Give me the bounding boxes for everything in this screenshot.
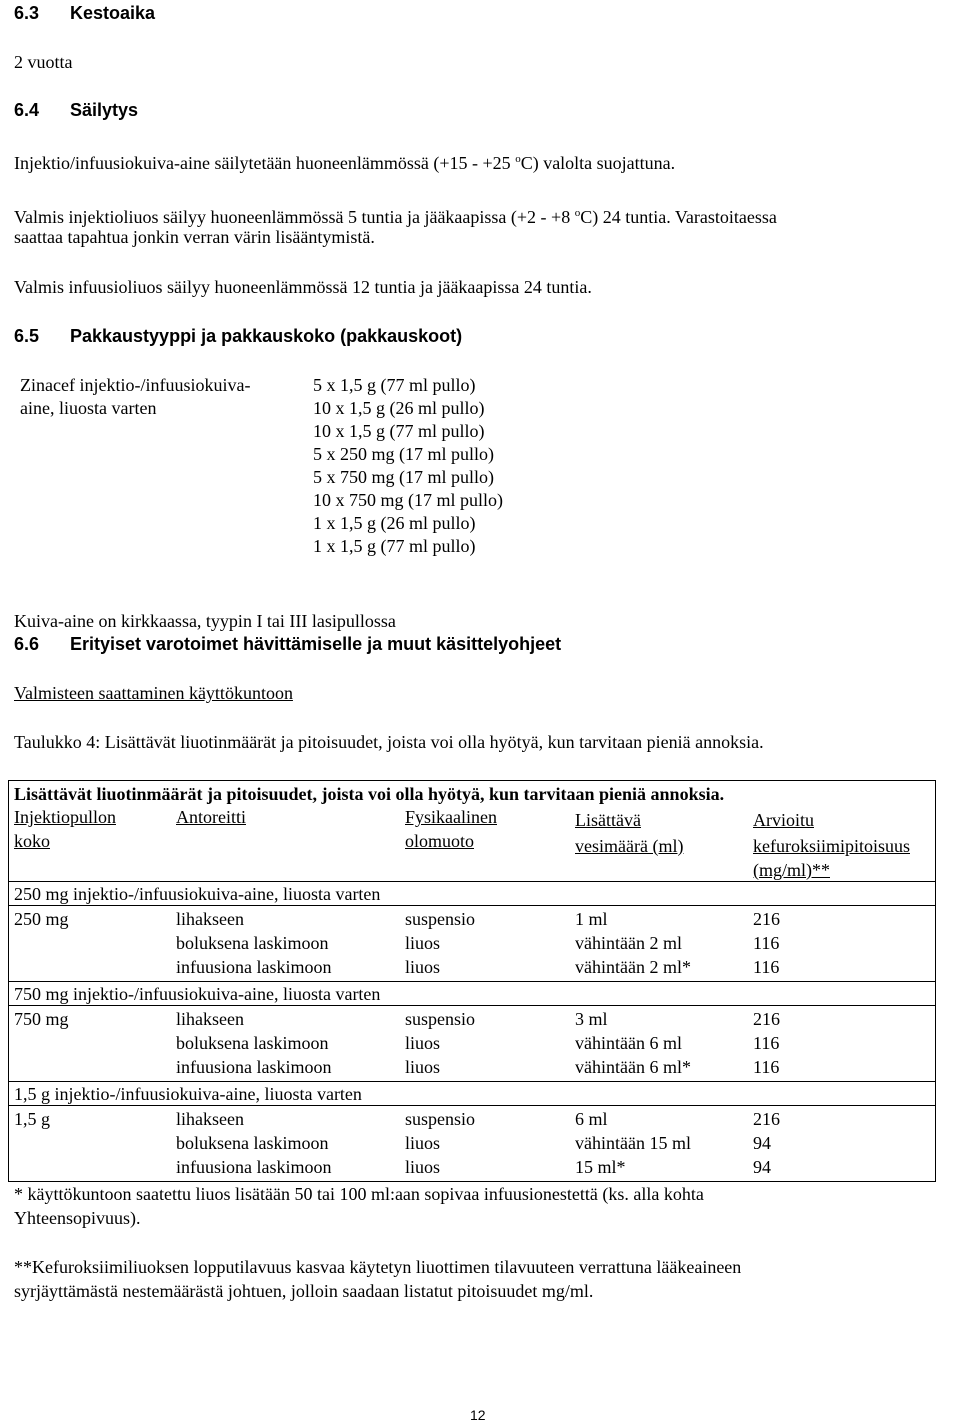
route-cell: infuusiona laskimoon (176, 1157, 332, 1177)
header-route: Antoreitti (176, 807, 246, 827)
concentration-cell: 116 (753, 1033, 780, 1053)
storage-paragraph-2-line-2: saattaa tapahtua jonkin verran värin lisääntymistä. (14, 227, 375, 247)
concentration-cell: 216 (753, 1009, 780, 1029)
group-label: 1,5 g injektio-/infuusiokuiva-aine, liuosta varten (14, 1084, 362, 1104)
concentration-cell: 94 (753, 1133, 771, 1153)
route-cell: boluksena laskimoon (176, 1033, 329, 1053)
group-label: 250 mg injektio-/infuusiokuiva-aine, liuosta varten (14, 884, 381, 904)
water-volume-cell: 3 ml (575, 1009, 608, 1029)
section-number: 6.4 (14, 100, 40, 120)
group-separator (8, 1105, 936, 1106)
water-volume-cell: vähintään 2 ml* (575, 957, 691, 977)
form-cell: liuos (405, 957, 441, 977)
footnote-1-line-1: * käyttökuntoon saatettu liuos lisätään 50 tai 100 ml:aan sopivaa infuusionestettä (ks. alla kohta (14, 1184, 704, 1204)
vial-size-cell: 250 mg (14, 909, 69, 929)
route-cell: infuusiona laskimoon (176, 1057, 332, 1077)
pack-size-item: 10 x 1,5 g (26 ml pullo) (313, 398, 485, 418)
footnote-2-line-1: **Kefuroksiimiliuoksen lopputilavuus kasvaa käytetyn liuottimen tilavuuteen verrattuna lääkeaineen (14, 1257, 742, 1277)
concentration-cell: 116 (753, 933, 780, 953)
form-cell: liuos (405, 1057, 441, 1077)
group-separator (8, 881, 936, 882)
section-title: Erityiset varotoimet hävittämiselle ja muut käsittelyohjeet (70, 634, 562, 654)
header-concentration-line-2: kefuroksiimipitoisuus (753, 836, 910, 856)
text-part: Injektio/infuusiokuiva-aine säilytetään huoneenlämmössä (+15 - +25 (14, 153, 516, 173)
header-concentration-line-1: Arvioitu (753, 810, 814, 830)
group-separator (8, 1081, 936, 1082)
section-number: 6.6 (14, 634, 40, 654)
footnote-2-line-2: syrjäyttämästä nestemäärästä johtuen, jolloin saadaan listatut pitoisuudet mg/ml. (14, 1281, 594, 1301)
page-number: 12 (470, 1407, 486, 1423)
table-caption: Taulukko 4: Lisättävät liuotinmäärät ja pitoisuudet, joista voi olla hyötyä, kun tarvitaan pieniä annoksia. (14, 732, 764, 752)
header-vial-size-line-2: koko (14, 831, 50, 851)
route-cell: lihakseen (176, 1009, 244, 1029)
concentration-cell: 116 (753, 1057, 780, 1077)
section-title: Kestoaika (70, 3, 156, 23)
reconstitution-subheading: Valmisteen saattaminen käyttökuntoon (14, 683, 293, 703)
section-6-3-heading (14, 2, 155, 24)
route-cell: boluksena laskimoon (176, 1133, 329, 1153)
water-volume-cell: vähintään 15 ml (575, 1133, 691, 1153)
degree-superscript: o (515, 153, 521, 165)
section-title: Säilytys (70, 100, 139, 120)
header-form-line-1: Fysikaalinen (405, 807, 497, 827)
table-bottom-border (8, 1181, 936, 1182)
group-separator (8, 1005, 936, 1006)
pack-size-item: 10 x 750 mg (17 ml pullo) (313, 490, 503, 510)
form-cell: liuos (405, 1157, 441, 1177)
group-label: 750 mg injektio-/infuusiokuiva-aine, liuosta varten (14, 984, 381, 1004)
water-volume-cell: vähintään 6 ml* (575, 1057, 691, 1077)
form-cell: liuos (405, 1033, 441, 1053)
section-6-6-heading (14, 633, 561, 655)
form-cell: liuos (405, 933, 441, 953)
route-cell: boluksena laskimoon (176, 933, 329, 953)
form-cell: liuos (405, 1133, 441, 1153)
text-part: C) valolta suojattuna. (520, 153, 676, 173)
pack-size-item: 5 x 1,5 g (77 ml pullo) (313, 375, 476, 395)
pack-size-item: 1 x 1,5 g (77 ml pullo) (313, 536, 476, 556)
vial-size-cell: 1,5 g (14, 1109, 50, 1129)
footnote-1-line-2: Yhteensopivuus). (14, 1208, 141, 1228)
section-title: Pakkaustyyppi ja pakkauskoko (pakkauskoot) (70, 326, 463, 346)
vial-size-cell: 750 mg (14, 1009, 69, 1029)
form-cell: suspensio (405, 909, 476, 929)
table-title: Lisättävät liuotinmäärät ja pitoisuudet, joista voi olla hyötyä, kun tarvitaan pieniä annoksia. (14, 784, 725, 804)
section-6-4-heading (14, 99, 138, 121)
storage-paragraph-2-line-1 (14, 202, 777, 228)
form-cell: suspensio (405, 1009, 476, 1029)
header-water-line-2: vesimäärä (ml) (575, 836, 684, 856)
concentration-cell: 116 (753, 957, 780, 977)
concentration-cell: 216 (753, 1109, 780, 1129)
group-separator (8, 905, 936, 906)
water-volume-cell: vähintään 6 ml (575, 1033, 682, 1053)
table-top-border (8, 780, 936, 781)
concentration-cell: 94 (753, 1157, 771, 1177)
section-6-5-heading (14, 325, 462, 347)
degree-superscript: o (574, 207, 581, 219)
section-number: 6.5 (14, 326, 40, 346)
route-cell: lihakseen (176, 1109, 244, 1129)
water-volume-cell: 1 ml (575, 909, 608, 929)
form-cell: suspensio (405, 1109, 476, 1129)
header-concentration-line-3: (mg/ml)** (753, 860, 830, 880)
water-volume-cell: 6 ml (575, 1109, 608, 1129)
pack-size-item: 5 x 250 mg (17 ml pullo) (313, 444, 494, 464)
header-vial-size-line-1: Injektiopullon (14, 807, 116, 827)
group-separator (8, 981, 936, 982)
route-cell: lihakseen (176, 909, 244, 929)
header-water-line-1: Lisättävä (575, 810, 641, 830)
text-part: Valmis injektioliuos säilyy huoneenlämmössä 5 tuntia ja jääkaapissa (+2 - +8 (14, 207, 575, 227)
water-volume-cell: 15 ml* (575, 1157, 626, 1177)
pack-size-item: 5 x 750 mg (17 ml pullo) (313, 467, 494, 487)
section-number: 6.3 (14, 3, 40, 23)
storage-paragraph-3: Valmis infuusioliuos säilyy huoneenlämmössä 12 tuntia ja jääkaapissa 24 tuntia. (14, 277, 592, 297)
pack-size-item: 1 x 1,5 g (26 ml pullo) (313, 513, 476, 533)
pack-size-item: 10 x 1,5 g (77 ml pullo) (313, 421, 485, 441)
shelf-life-text: 2 vuotta (14, 52, 73, 72)
container-note: Kuiva-aine on kirkkaassa, tyypin I tai III lasipullossa (14, 611, 396, 631)
product-name-line-2: aine, liuosta varten (20, 398, 157, 418)
product-name-line-1: Zinacef injektio-/infuusiokuiva- (20, 375, 251, 395)
text-part: C) 24 tuntia. Varastoitaessa (580, 207, 777, 227)
route-cell: infuusiona laskimoon (176, 957, 332, 977)
header-form-line-2: olomuoto (405, 831, 475, 851)
water-volume-cell: vähintään 2 ml (575, 933, 682, 953)
concentration-cell: 216 (753, 909, 780, 929)
storage-paragraph-1 (14, 148, 675, 174)
